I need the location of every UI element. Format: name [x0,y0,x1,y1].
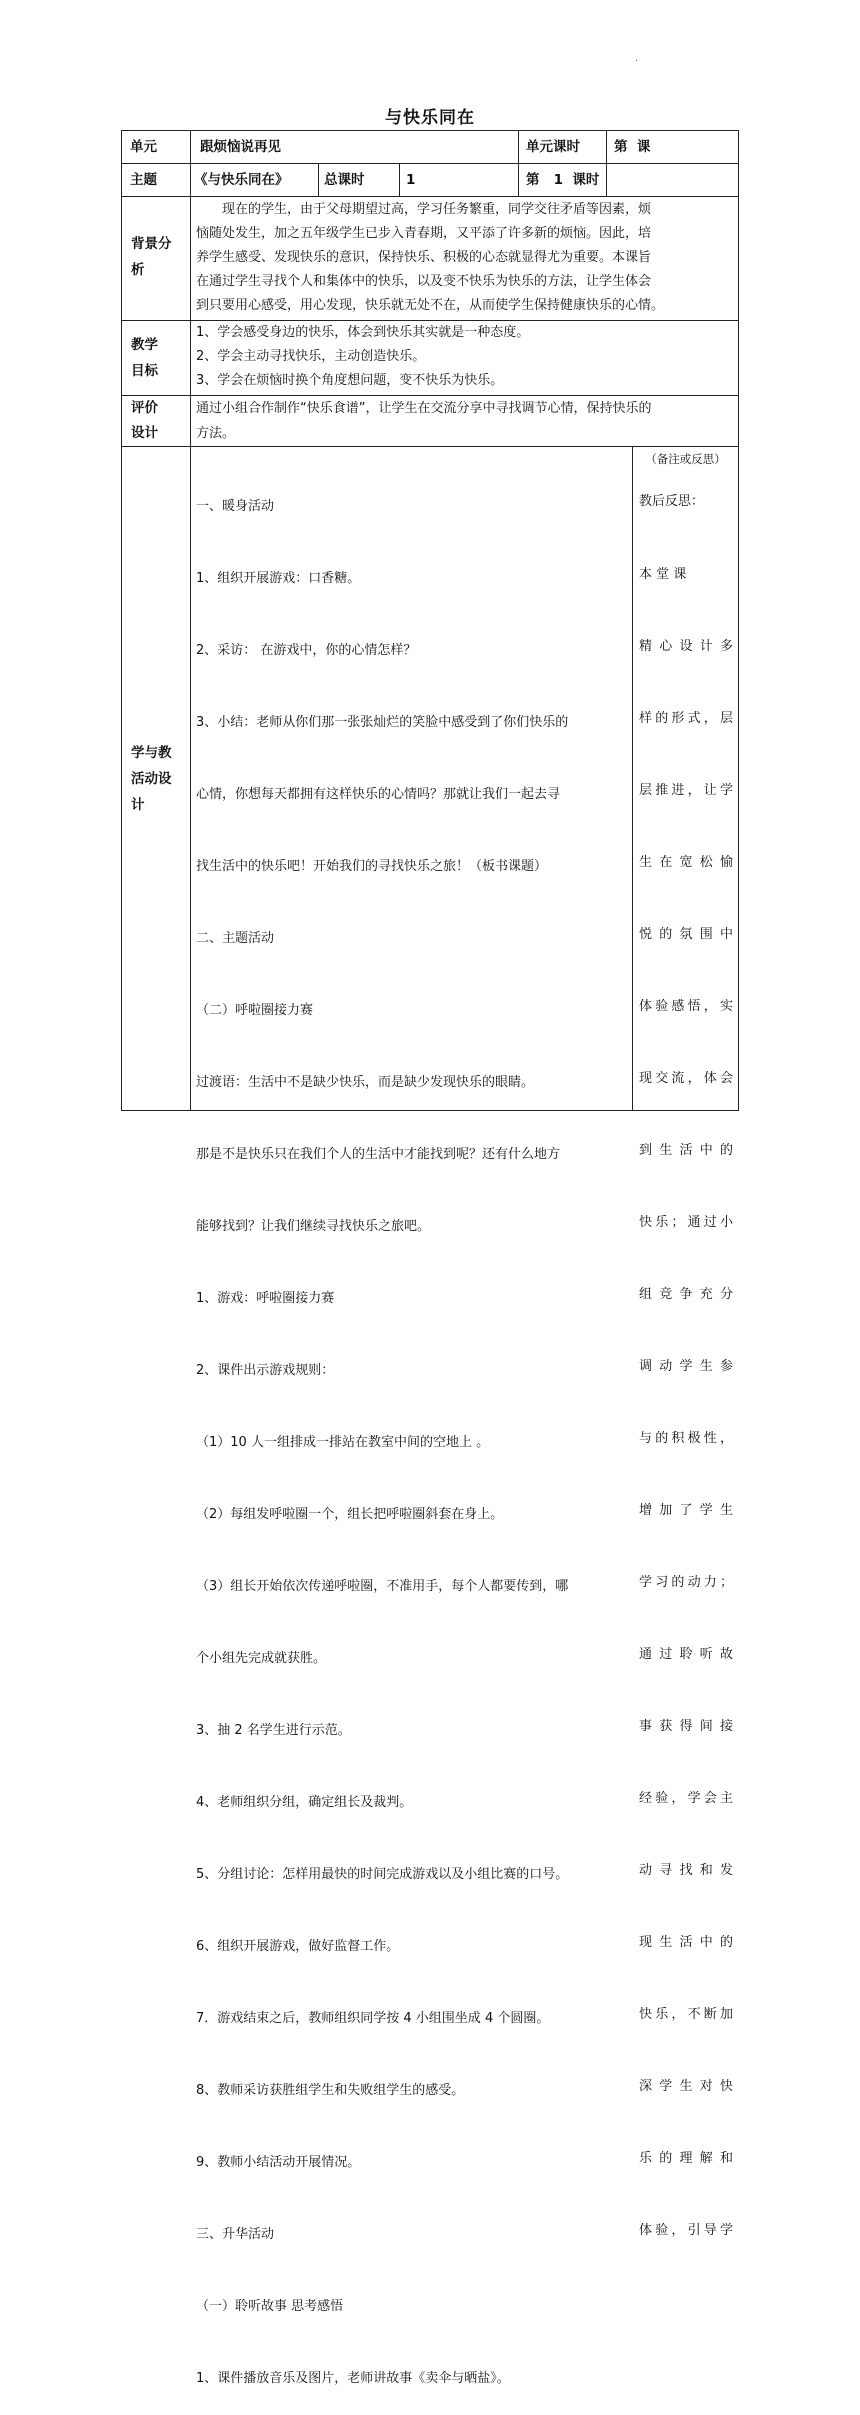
lesson-hours-value: 第 课 [614,139,651,155]
activity-line: 8、教师采访获胜组学生和失败组学生的感受。 [196,2083,465,2098]
remarks-note: （备注或反思） [645,452,726,466]
activity-line: 1、课件播放音乐及图片，老师讲故事《卖伞与晒盐》。 [196,2371,510,2386]
activity-line: 能够找到？让我们继续寻找快乐之旅吧。 [196,1219,431,1234]
evaluation-label [131,396,158,446]
reflection-line: 生 在 宽 松 愉 [639,855,733,870]
goals-text [196,321,529,393]
reflection-title: 教后反思： [639,494,705,509]
total-hours-label: 总课时 [324,172,365,188]
goals-label-line: 教学 [131,337,158,353]
background-label [131,231,172,283]
reflection-line: 与的积极性， [639,1431,733,1446]
goal-item: 2、学会主动寻找快乐，主动创造快乐。 [196,349,426,364]
activity-line: （1）10 人一组排成一排站在教室中间的空地上 。 [196,1435,490,1450]
evaluation-line: 方法。 [196,426,236,441]
reflection-line: 深 学 生 对 快 [639,2079,733,2094]
activities-text [196,447,568,2415]
activities-label-line: 计 [131,797,145,813]
reflection-line: 快乐；通过小 [639,1215,733,1230]
reflection-line: 本 堂 课 [639,567,687,582]
reflection-line: 样的形式，层 [639,711,733,726]
evaluation-text [196,396,651,446]
activity-line: （二）呼啦圈接力赛 [196,1003,314,1018]
evaluation-label-line: 评价 [131,400,158,416]
reflection-line: 事 获 得 间 接 [639,1719,733,1734]
background-line: 现在的学生，由于父母期望过高，学习任务繁重，同学交往矛盾等因素，烦 [222,202,652,217]
reflection-line: 悦 的 氛 围 中 [639,927,733,942]
reflection-line: 体验感悟，实 [639,999,733,1014]
activity-line: 心情，你想每天都拥有这样快乐的心情吗？那就让我们一起去寻 [196,787,561,802]
lesson-hours-label: 单元课时 [526,139,580,155]
reflection-line: 增 加 了 学 生 [639,1503,733,1518]
activity-line: （2）每组发呼啦圈一个，组长把呼啦圈斜套在身上。 [196,1507,504,1522]
unit-label: 单元 [130,139,157,155]
reflection-line: 通 过 聆 听 故 [639,1647,733,1662]
activity-line: 5、分组讨论：怎样用最快的时间完成游戏以及小组比赛的口号。 [196,1867,569,1882]
activity-line: 二、主题活动 [196,931,275,946]
reflection-line: 乐 的 理 解 和 [639,2151,733,2166]
background-line: 养学生感受、发现快乐的意识，保持快乐、积极的心态就显得尤为重要。本课旨 [196,250,652,265]
reflection-line: 动 寻 找 和 发 [639,1863,733,1878]
reflection-line: 现交流，体会 [639,1071,733,1086]
goal-item: 1、学会感受身边的快乐，体会到快乐其实就是一种态度。 [196,325,530,340]
page-title: 与快乐同在 [385,108,475,128]
activity-line: 找生活中的快乐吧！开始我们的寻找快乐之旅！（板书课题） [196,859,548,874]
background-line: 恼随处发生，加之五年级学生已步入青春期，又平添了许多新的烦恼。因此，培 [196,226,652,241]
total-hours-value: 1 [406,172,416,188]
activity-line: 1、游戏：呼啦圈接力赛 [196,1291,335,1306]
period-value: 第 1 课时 [526,172,600,188]
reflection-line: 快乐，不断加 [639,2007,733,2022]
reflection-line: 层推进，让学 [639,783,733,798]
background-line: 到只要用心感受，用心发现，快乐就无处不在，从而使学生保持健康快乐的心情。 [196,298,665,313]
activities-label-line: 学与教 [131,745,172,761]
activity-line: 过渡语：生活中不是缺少快乐，而是缺少发现快乐的眼睛。 [196,1075,535,1090]
reflection-line: 到 生 活 中 的 [639,1143,733,1158]
background-label-line: 析 [131,262,145,278]
reflection-line: 学习的动力； [639,1575,733,1590]
activity-line: 2、课件出示游戏规则： [196,1363,335,1378]
reflection-line: 现 生 活 中 的 [639,1935,733,1950]
activity-line: 7．游戏结束之后，教师组织同学按 4 小组围坐成 4 个圆圈。 [196,2011,550,2026]
evaluation-label-line: 设计 [131,425,158,441]
background-line: 在通过学生寻找个人和集体中的快乐，以及变不快乐为快乐的方法，让学生体会 [196,274,652,289]
goals-label-line: 目标 [131,363,158,379]
activity-line: 9、教师小结活动开展情况。 [196,2155,361,2170]
activity-line: （3）组长开始依次传递呼啦圈，不准用手，每个人都要传到，哪 [196,1579,569,1594]
evaluation-line: 通过小组合作制作“快乐食谱”，让学生在交流分享中寻找调节心情，保持快乐的 [196,401,652,416]
activities-label-line: 活动设 [131,771,172,787]
reflection-line: 经验，学会主 [639,1791,733,1806]
reflection-line: 精 心 设 计 多 [639,639,733,654]
activity-line: 1、组织开展游戏：口香糖。 [196,571,361,586]
background-label-line: 背景分 [131,236,172,252]
topic-value: 《与快乐同在》 [194,172,289,188]
activity-line: 4、老师组织分组，确定组长及裁判。 [196,1795,413,1810]
topic-label: 主题 [130,172,157,188]
activity-line: （一）聆听故事 思考感悟 [196,2299,344,2314]
reflection-line: 体验，引导学 [639,2223,733,2238]
activity-line: 一、暖身活动 [196,499,275,514]
activity-line: 三、升华活动 [196,2227,275,2242]
background-text [196,198,664,318]
reflection-line: 组 竞 争 充 分 [639,1287,733,1302]
goals-label [131,332,158,384]
goal-item: 3、学会在烦恼时换个角度想问题，变不快乐为快乐。 [196,373,504,388]
activity-line: 3、抽 2 名学生进行示范。 [196,1723,351,1738]
activities-label [131,740,172,818]
reflection-text [639,515,733,2267]
reflection-line: 调 动 学 生 参 [639,1359,733,1374]
activity-line: 2、采访： 在游戏中，你的心情怎样？ [196,643,417,658]
activity-line: 3、小结：老师从你们那一张张灿烂的笑脸中感受到了你们快乐的 [196,715,569,730]
activity-line: 那是不是快乐只在我们个人的生活中才能找到呢？还有什么地方 [196,1147,561,1162]
activity-line: 6、组织开展游戏，做好监督工作。 [196,1939,400,1954]
activity-line: 个小组先完成就获胜。 [196,1651,327,1666]
page-mark: · [635,56,639,67]
unit-value: 跟烦恼说再见 [200,139,281,155]
